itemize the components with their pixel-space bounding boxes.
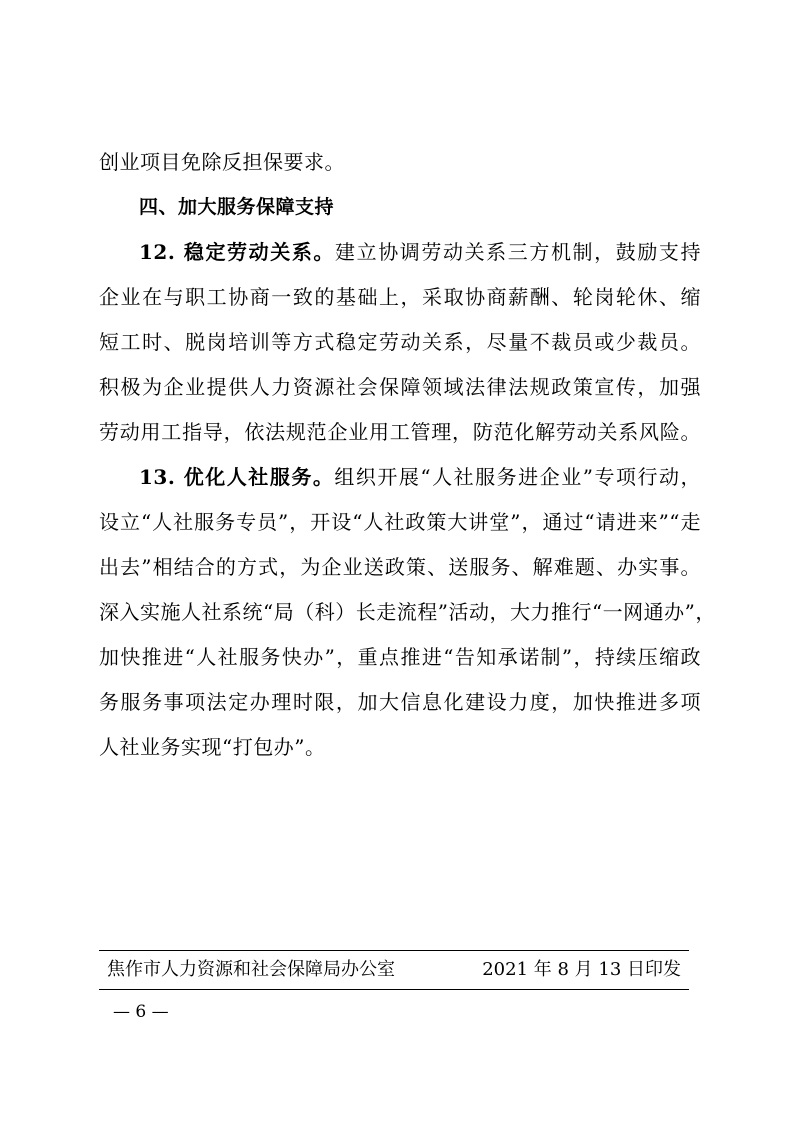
paragraph-line: 创业项目免除反担保要求。 bbox=[99, 150, 345, 174]
paragraph-line: 出去”相结合的方式，为企业送政策、送服务、解难题、办实事。 bbox=[99, 555, 701, 579]
paragraph-line: 人社业务实现“打包办”。 bbox=[99, 735, 326, 759]
item-13-heading: 13. 优化人社服务。 bbox=[139, 465, 335, 489]
footer-date: 2021 年 8 月 13 日印发 bbox=[482, 959, 681, 980]
footer-line bbox=[99, 951, 689, 989]
footer-bottom-rule bbox=[99, 989, 689, 990]
footer-issuer: 焦作市人力资源和社会保障局办公室 bbox=[107, 959, 395, 980]
paragraph-line: 积极为企业提供人力资源社会保障领域法律法规政策宣传，加强 bbox=[99, 375, 701, 399]
page-number: — 6 — bbox=[113, 1002, 169, 1022]
document-body bbox=[99, 140, 716, 770]
section-heading: 四、加大服务保障支持 bbox=[139, 196, 335, 218]
item-12-heading: 12. 稳定劳动关系。 bbox=[139, 240, 336, 264]
paragraph-line: 深入实施人社系统“局（科）长走流程”活动，大力推行“一网通办”， bbox=[99, 600, 716, 624]
paragraph-line: 劳动用工指导，依法规范企业用工管理，防范化解劳动关系风险。 bbox=[99, 420, 701, 444]
paragraph-line bbox=[99, 230, 701, 275]
paragraph-line bbox=[99, 455, 701, 500]
paragraph-line: 企业在与职工协商一致的基础上，采取协商薪酬、轮岗轮休、缩 bbox=[99, 285, 701, 309]
paragraph-line: 加快推进“人社服务快办”，重点推进“告知承诺制”，持续压缩政 bbox=[99, 645, 701, 669]
item-12-text: 建立协调劳动关系三方机制，鼓励支持 bbox=[335, 240, 702, 264]
paragraph-line: 短工时、脱岗培训等方式稳定劳动关系，尽量不裁员或少裁员。 bbox=[99, 330, 701, 354]
paragraph-line: 设立“人社服务专员”，开设“人社政策大讲堂”，通过“请进来”“走 bbox=[99, 510, 701, 534]
issuance-footer bbox=[99, 950, 689, 990]
paragraph-line: 务服务事项法定办理时限，加大信息化建设力度，加快推进多项 bbox=[99, 690, 701, 714]
item-13-text: 组织开展“人社服务进企业”专项行动， bbox=[334, 465, 701, 489]
